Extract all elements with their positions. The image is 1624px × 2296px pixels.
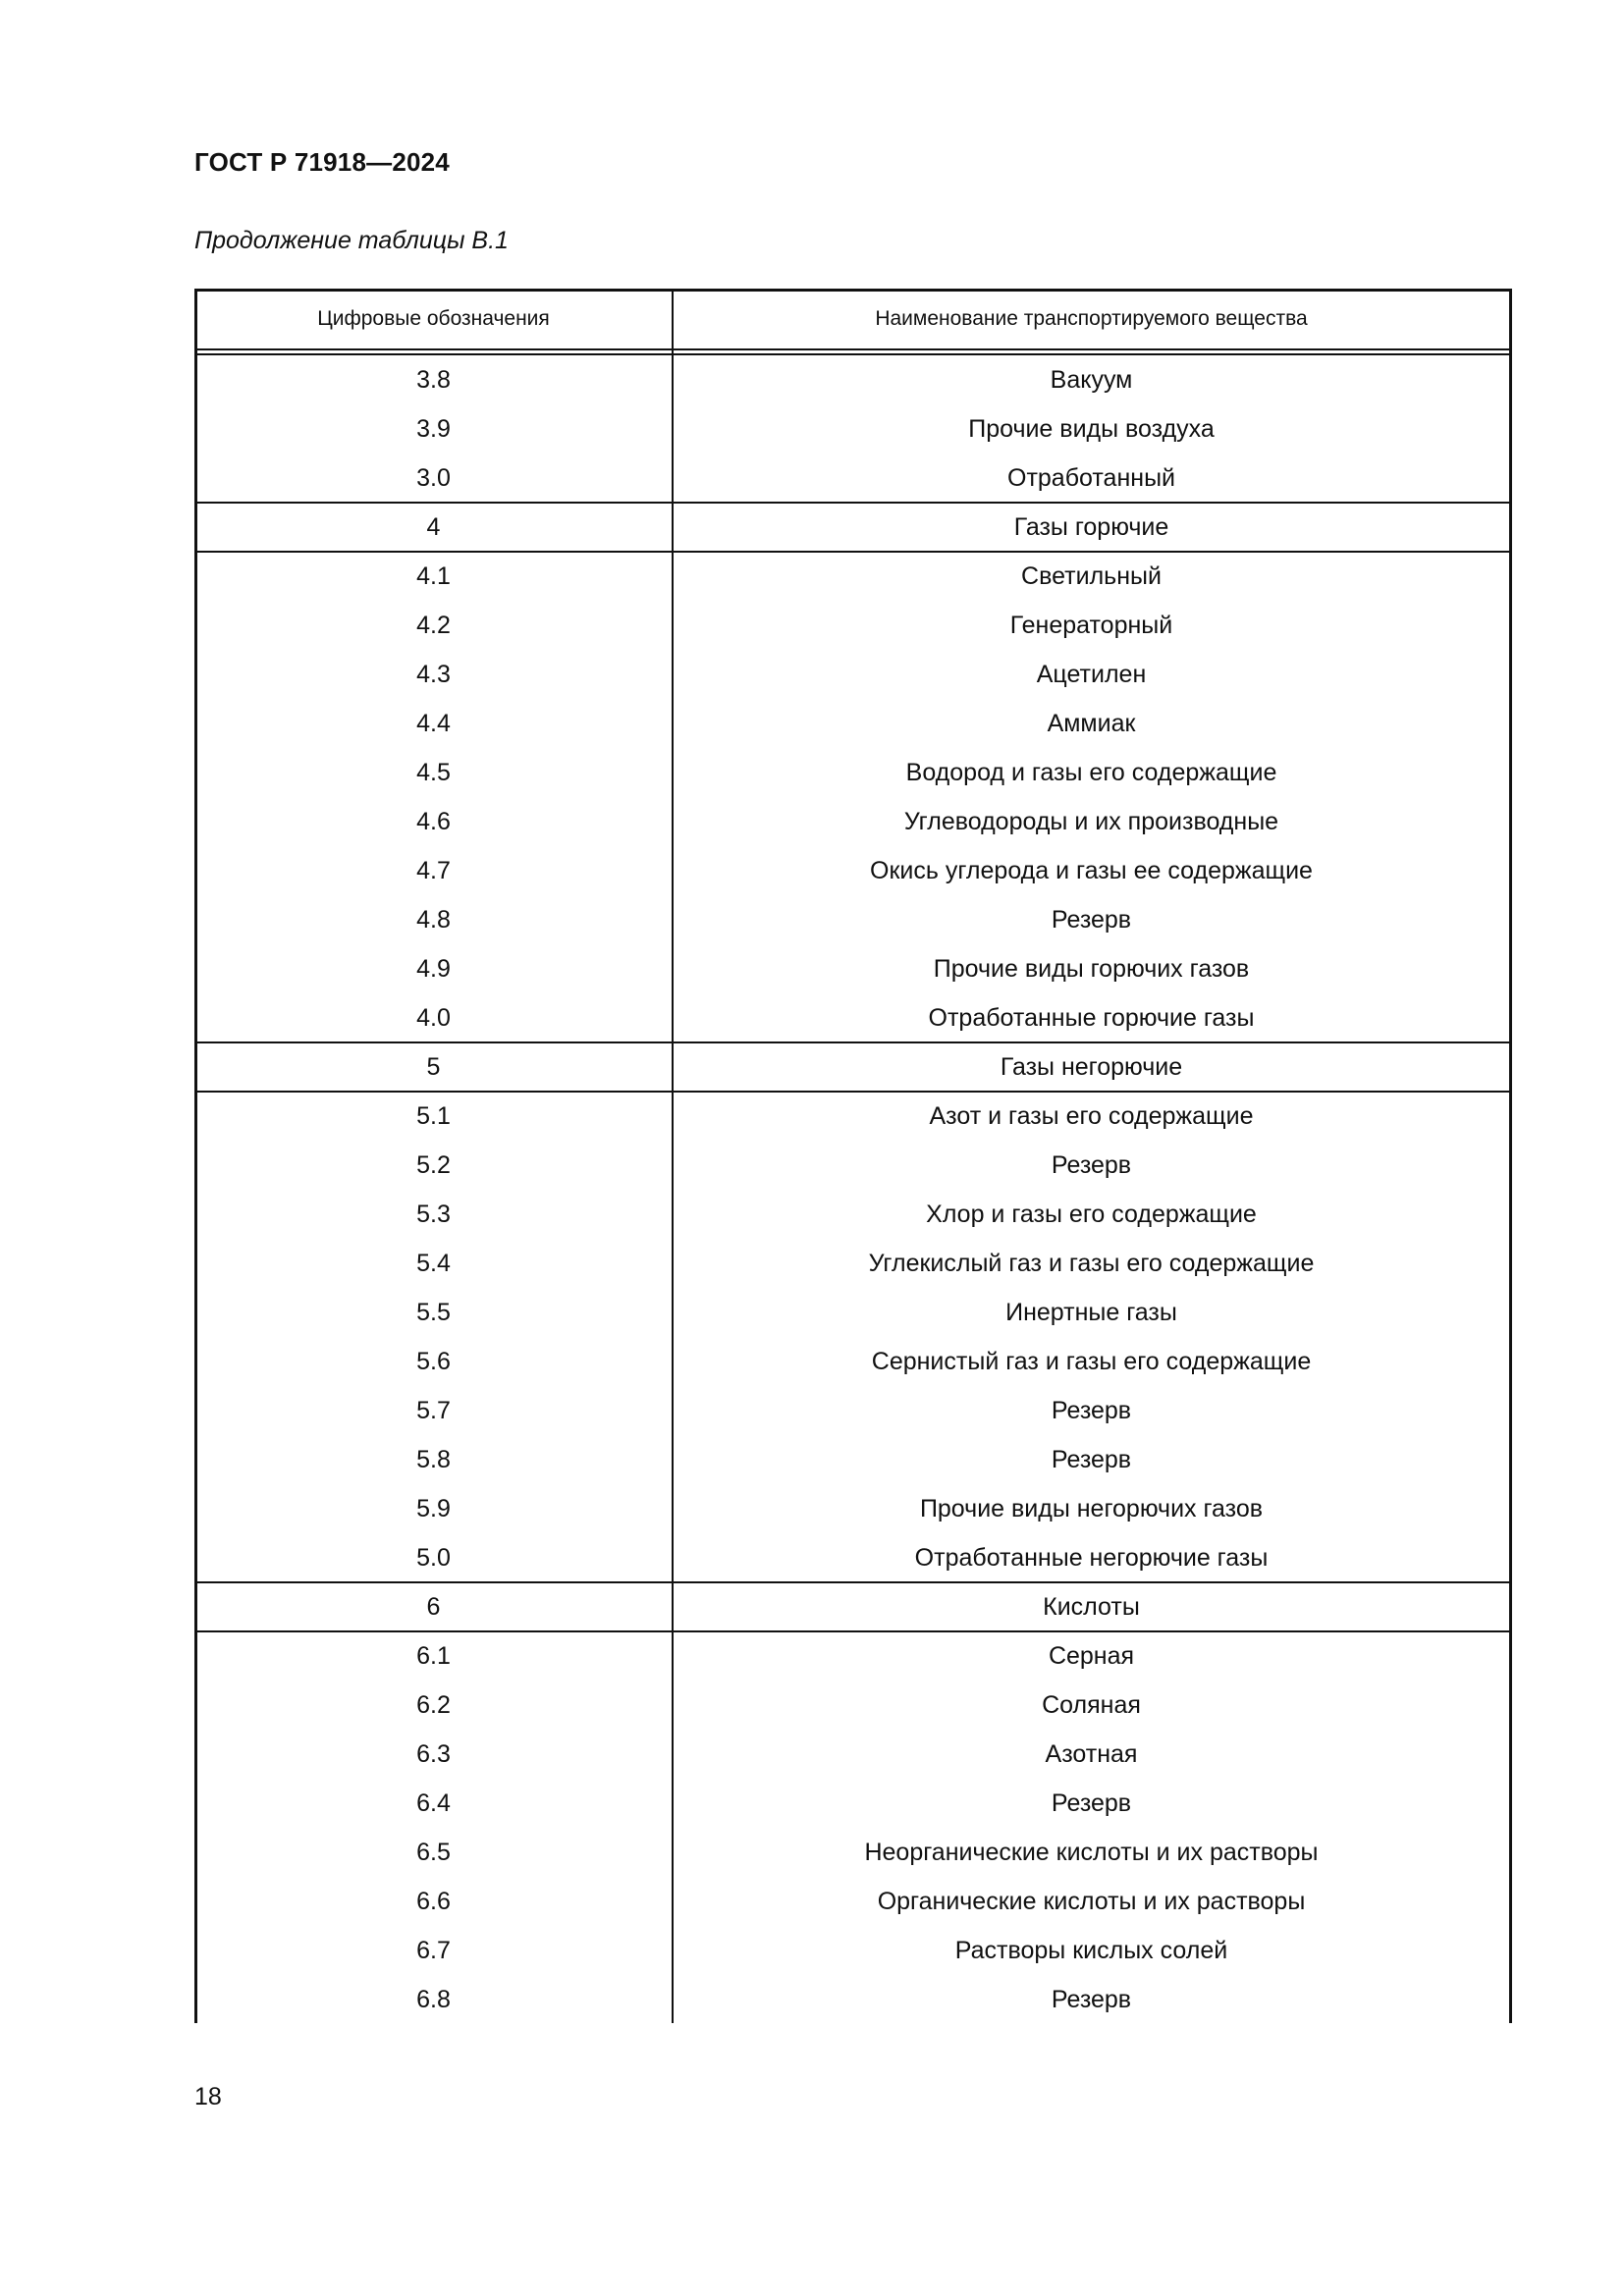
item-name: Азот и газы его содержащие [929,1101,1254,1130]
group-name: Газы негорючие [1000,1052,1183,1081]
item-name: Генераторный [1009,611,1173,639]
item-code: 6.8 [416,1985,451,2013]
header-substance-column: Наименование транспортируемого вещества [875,307,1308,330]
item-code: 4.1 [416,561,451,590]
group-rule-top [194,1581,1512,1583]
item-name: Резерв [1051,1985,1132,2013]
item-code: 5.8 [416,1445,451,1473]
item-name: Серная [1048,1641,1135,1670]
substance-code-table [194,289,1512,2023]
item-code: 4.5 [416,758,451,786]
item-code: 4.4 [416,709,451,737]
item-name: Резерв [1051,905,1132,934]
item-name: Отработанный [1007,463,1175,492]
item-name: Хлор и газы его содержащие [926,1200,1257,1228]
item-name: Отработанные негорючие газы [914,1543,1269,1572]
item-name: Окись углерода и газы ее содержащие [870,856,1313,884]
item-name: Аммиак [1047,709,1136,737]
item-name: Прочие виды воздуха [968,414,1215,443]
item-code: 4.0 [416,1003,451,1032]
item-code: 4.8 [416,905,451,934]
item-name: Резерв [1051,1445,1132,1473]
item-name: Азотная [1045,1739,1138,1768]
header-code-column: Цифровые обозначения [317,307,550,330]
item-name: Прочие виды горючих газов [933,954,1250,983]
item-code: 3.0 [416,463,451,492]
item-code: 3.8 [416,365,451,394]
item-name: Растворы кислых солей [954,1936,1228,1964]
item-code: 5.2 [416,1150,451,1179]
item-name: Органические кислоты и их растворы [877,1887,1306,1915]
item-code: 6.4 [416,1789,451,1817]
item-code: 6.3 [416,1739,451,1768]
group-rule-top [194,1041,1512,1043]
item-name: Сернистый газ и газы его содержащие [871,1347,1312,1375]
item-name: Резерв [1051,1150,1132,1179]
item-name: Углеводороды и их производные [903,807,1279,835]
item-code: 5.0 [416,1543,451,1572]
item-name: Резерв [1051,1789,1132,1817]
item-name: Отработанные горючие газы [928,1003,1255,1032]
item-code: 5.7 [416,1396,451,1424]
group-code: 4 [426,512,441,541]
item-code: 6.7 [416,1936,451,1964]
group-code: 6 [426,1592,441,1621]
standard-title: ГОСТ Р 71918—2024 [194,147,450,177]
item-code: 6.2 [416,1690,451,1719]
item-code: 4.7 [416,856,451,884]
item-name: Водород и газы его содержащие [905,758,1277,786]
item-name: Ацетилен [1036,660,1147,688]
item-code: 5.5 [416,1298,451,1326]
item-code: 4.6 [416,807,451,835]
item-code: 4.2 [416,611,451,639]
item-name: Соляная [1042,1690,1141,1719]
group-name: Газы горючие [1013,512,1169,541]
item-code: 5.4 [416,1249,451,1277]
table-caption: Продолжение таблицы В.1 [194,227,509,254]
item-code: 5.9 [416,1494,451,1522]
group-rule-top [194,502,1512,504]
item-code: 4.9 [416,954,451,983]
item-code: 5.1 [416,1101,451,1130]
item-code: 3.9 [416,414,451,443]
item-name: Резерв [1051,1396,1132,1424]
page-number: 18 [194,2083,222,2110]
group-name: Кислоты [1043,1592,1140,1621]
item-name: Инертные газы [1005,1298,1177,1326]
item-code: 6.1 [416,1641,451,1670]
item-code: 6.5 [416,1838,451,1866]
item-name: Вакуум [1050,365,1133,394]
group-code: 5 [426,1052,441,1081]
item-name: Прочие виды негорючих газов [919,1494,1264,1522]
item-code: 5.6 [416,1347,451,1375]
item-name: Неорганические кислоты и их растворы [864,1838,1319,1866]
item-code: 4.3 [416,660,451,688]
item-name: Углекислый газ и газы его содержащие [868,1249,1315,1277]
item-code: 5.3 [416,1200,451,1228]
item-name: Светильный [1021,561,1162,590]
item-code: 6.6 [416,1887,451,1915]
